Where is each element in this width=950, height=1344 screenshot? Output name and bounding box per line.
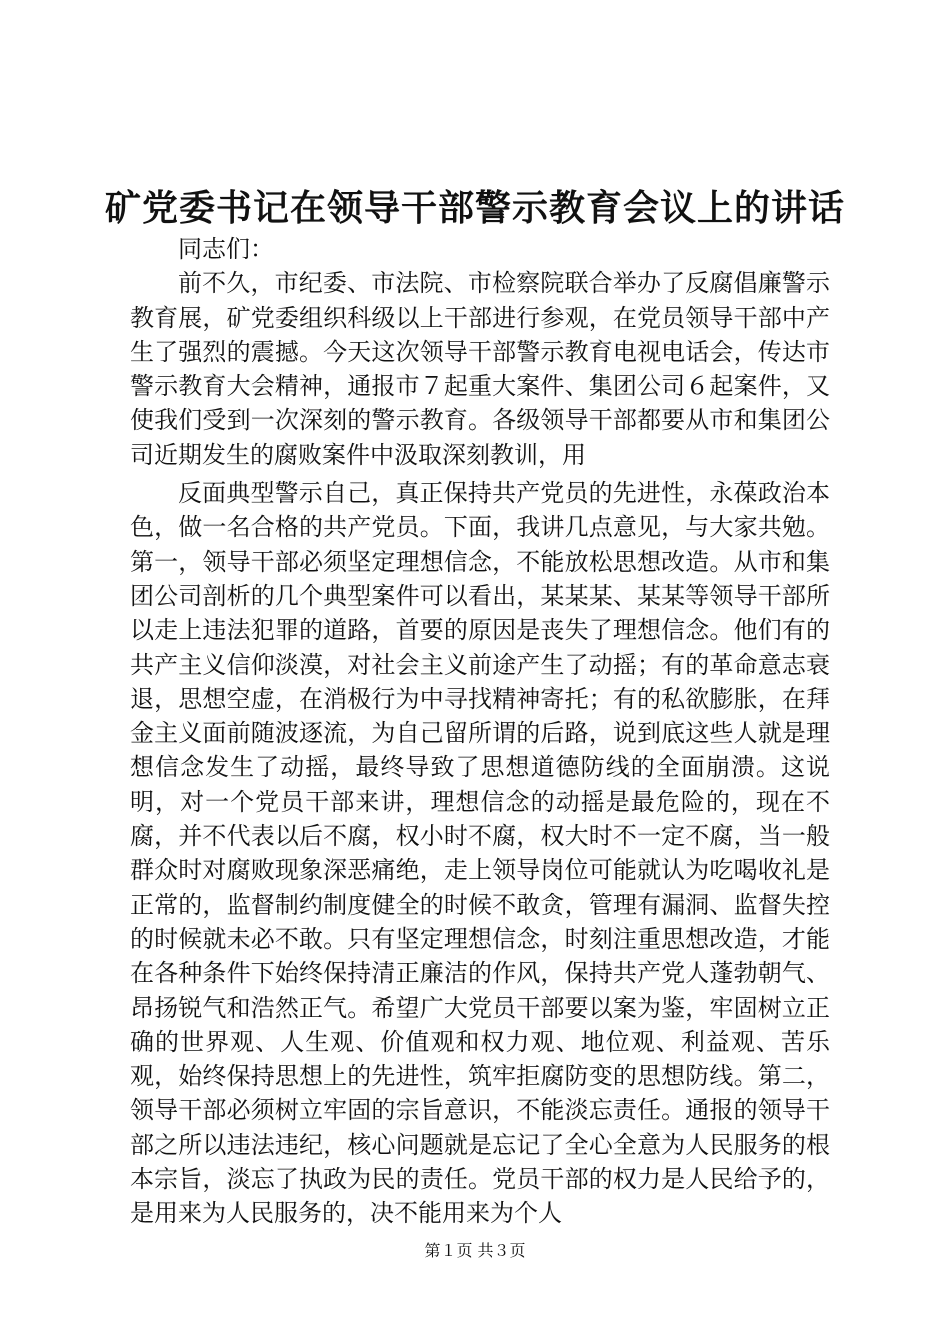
paragraph-1: 前不久，市纪委、市法院、市检察院联合举办了反腐倡廉警示教育展，矿党委组织科级以上干部进行参观，在党员领导干部中产生了强烈的震撼。今天这次领导干部警示教育电视电话会，传达市警示教育大会精神，通报市７起重大案件、集团公司６起案件，又使我们受到一次深刻的警示教育。各级领导干部都要从市和集团公司近期发生的腐败案件中汲取深刻教训，用 [130,269,830,469]
page-footer: 第１页 共３页 [424,1241,526,1260]
paragraph-2: 反面典型警示自己，真正保持共产党员的先进性，永葆政治本色，做一名合格的共产党员。下面，我讲几点意见，与大家共勉。第一，领导干部必须坚定理想信念，不能放松思想改造。从市和集团公司剖析的几个典型案件可以看出，某某某、某某等领导干部所以走上违法犯罪的道路，首要的原因是丧失了理想信念。他们有的共产主义信仰淡漠，对社会主义前途产生了动摇；有的革命意志衰退，思想空虚，在消极行为中寻找精神寄托；有的私欲膨胀，在拜金主义面前随波逐流，为自己留所谓的后路，说到底这些人就是理想信念发生了动摇，最终导致了思想道德防线的全面崩溃。这说明，对一个党员干部来讲，理想信念的动摇是最危险的，现在不腐，并不代表以后不腐，权小时不腐，权大时不一定不腐，当一般群众时对腐败现象深恶痛绝，走上领导岗位可能就认为吃喝收礼是正常的，监督制约制度健全的时候不敢贪，管理有漏洞、监督失控的时候就未必不敢。只有坚定理想信念，时刻注重思想改造，才能在各种条件下始终保持清正廉洁的作风，保持共产党人蓬勃朝气、昂扬锐气和浩然正气。希望广大党员干部要以案为鉴，牢固树立正确的世界观、人生观、价值观和权力观、地位观、利益观、苦乐观，始终保持思想上的先进性，筑牢拒腐防变的思想防线。第二，领导干部必须树立牢固的宗旨意识，不能淡忘责任。通报的领导干部之所以违法违纪，核心问题就是忘记了全心全意为人民服务的根本宗旨，淡忘了执政为民的责任。党员干部的权力是人民给予的，是用来为人民服务的，决不能用来为个人 [130,479,830,1228]
document-title: 矿党委书记在领导干部警示教育会议上的讲话 [104,187,845,229]
salutation: 同志们： [178,235,274,263]
document-body [130,232,830,1231]
